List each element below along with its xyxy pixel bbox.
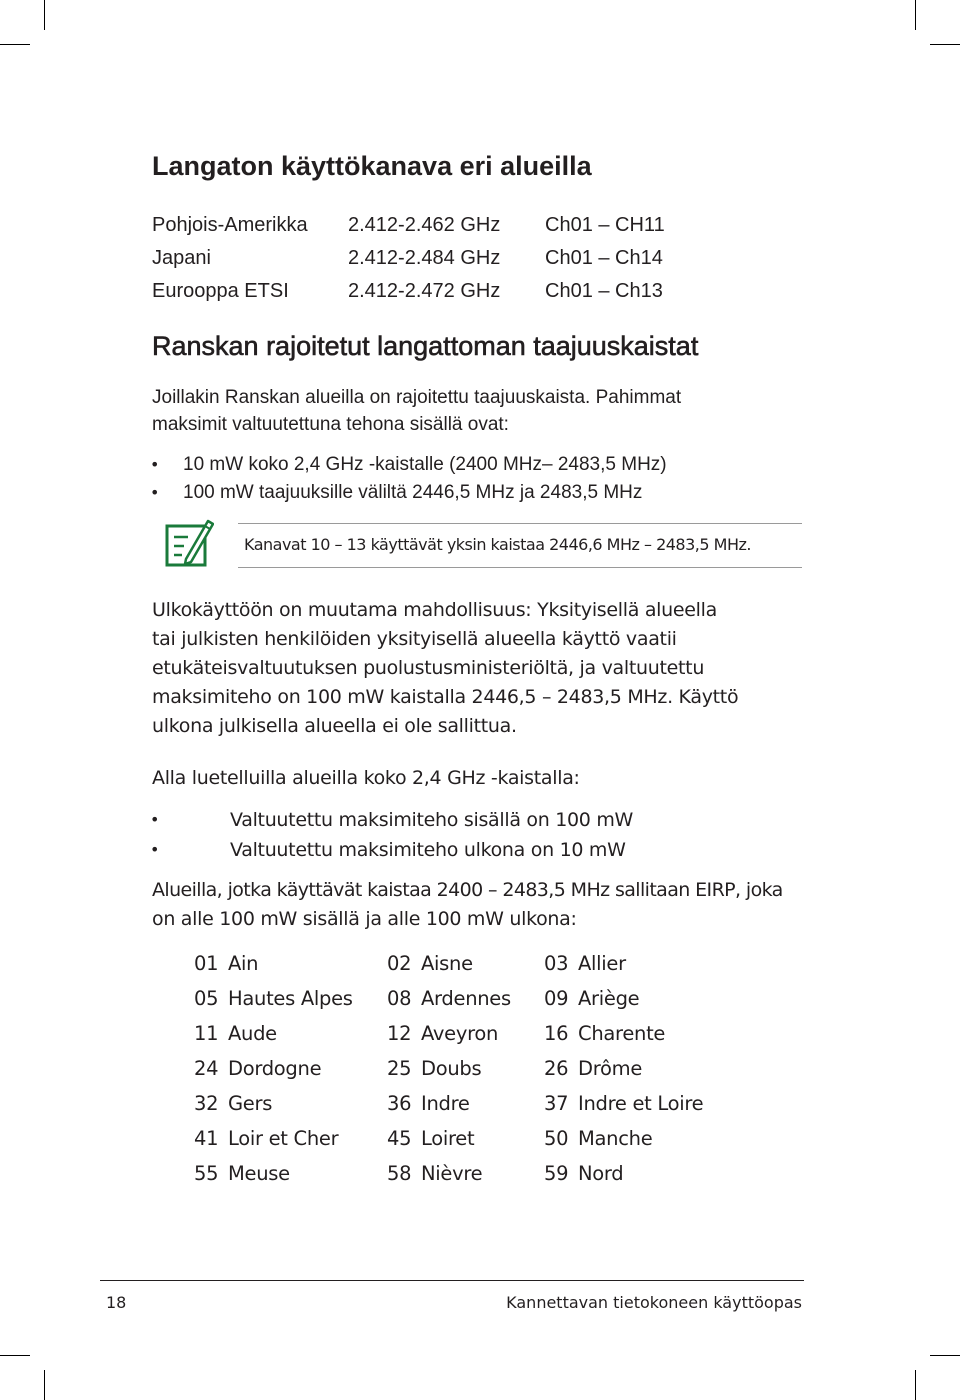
paragraph-line: ulkona julkisella alueella ei ole sallittua. xyxy=(152,715,517,737)
department-row xyxy=(194,946,754,981)
paragraph-line: tai julkisten henkilöiden yksityisellä alueella käyttö vaatii xyxy=(152,628,677,650)
department-name: Nièvre xyxy=(421,1162,483,1185)
note-text: Kanavat 10 – 13 käyttävät yksin kaistaa 2446,6 MHz – 2483,5 MHz. xyxy=(244,535,751,554)
department-number: 05 xyxy=(194,987,219,1010)
band-frequency: 2.412-2.484 GHz xyxy=(348,247,501,269)
crop-mark xyxy=(0,44,30,45)
department-name: Meuse xyxy=(228,1162,290,1185)
crop-mark xyxy=(915,1370,916,1400)
paragraph-line: Alueilla, jotka käyttävät kaistaa 2400 – 2483,5 MHz sallitaan EIRP, joka xyxy=(152,879,783,901)
department-name: Nord xyxy=(578,1162,624,1185)
band-channels: Ch01 – Ch13 xyxy=(545,280,663,302)
department-number: 09 xyxy=(544,987,569,1010)
department-number: 16 xyxy=(544,1022,569,1045)
bullet-text: 10 mW koko 2,4 GHz -kaistalle (2400 MHz– 2483,5 MHz) xyxy=(183,454,667,475)
department-number: 45 xyxy=(387,1127,412,1150)
department-number: 03 xyxy=(544,952,569,975)
department-name: Ain xyxy=(228,952,259,975)
department-number: 41 xyxy=(194,1127,219,1150)
note-rule-top xyxy=(238,523,802,524)
bullet-icon: • xyxy=(150,483,160,502)
department-name: Charente xyxy=(578,1022,666,1045)
department-number: 08 xyxy=(387,987,412,1010)
listed-intro: Alla luetelluilla alueilla koko 2,4 GHz -kaistalla: xyxy=(152,767,580,789)
section-heading-channels: Langaton käyttökanava eri alueilla xyxy=(152,151,592,181)
band-channels: Ch01 – CH11 xyxy=(545,214,665,236)
department-name: Indre xyxy=(421,1092,470,1115)
band-region: Japani xyxy=(152,247,211,269)
paragraph-line: maksimiteho on 100 mW kaistalla 2446,5 – 2483,5 MHz. Käyttö xyxy=(152,686,739,708)
department-name: Loiret xyxy=(421,1127,475,1150)
note-pencil-icon xyxy=(164,515,214,569)
department-name: Ardennes xyxy=(421,987,511,1010)
department-number: 24 xyxy=(194,1057,219,1080)
department-number: 50 xyxy=(544,1127,569,1150)
department-name: Dordogne xyxy=(228,1057,322,1080)
bullet-icon: • xyxy=(150,840,160,859)
band-frequency: 2.412-2.462 GHz xyxy=(348,214,501,236)
department-name: Allier xyxy=(578,952,626,975)
band-channels: Ch01 – Ch14 xyxy=(545,247,663,269)
department-number: 55 xyxy=(194,1162,219,1185)
department-number: 36 xyxy=(387,1092,412,1115)
department-name: Ariège xyxy=(578,987,640,1010)
crop-mark xyxy=(930,44,960,45)
department-name: Aveyron xyxy=(421,1022,499,1045)
crop-mark xyxy=(44,0,45,30)
department-name: Aisne xyxy=(421,952,473,975)
intro-line: maksimit valtuutettuna tehona sisällä ovat: xyxy=(152,414,509,435)
department-name: Indre et Loire xyxy=(578,1092,704,1115)
crop-mark xyxy=(915,0,916,30)
paragraph-line: on alle 100 mW sisällä ja alle 100 mW ulkona: xyxy=(152,908,577,930)
band-region: Pohjois-Amerikka xyxy=(152,214,308,236)
bullet-icon: • xyxy=(150,810,160,829)
bullet-text: Valtuutettu maksimiteho sisällä on 100 mW xyxy=(230,809,634,831)
paragraph-line: Ulkokäyttöön on muutama mahdollisuus: Yksityisellä alueella xyxy=(152,599,717,621)
note-rule-bottom xyxy=(238,567,802,568)
crop-mark xyxy=(0,1355,30,1356)
bullet-text: 100 mW taajuuksille väliltä 2446,5 MHz ja 2483,5 MHz xyxy=(183,482,643,503)
band-row xyxy=(152,276,712,306)
department-number: 26 xyxy=(544,1057,569,1080)
band-row xyxy=(152,210,712,240)
band-region: Eurooppa ETSI xyxy=(152,280,289,302)
department-name: Aude xyxy=(228,1022,277,1045)
department-row xyxy=(194,1156,754,1191)
department-number: 01 xyxy=(194,952,219,975)
department-table xyxy=(194,946,754,1191)
intro-line: Joillakin Ranskan alueilla on rajoitettu taajuuskaista. Pahimmat xyxy=(152,387,682,408)
department-name: Gers xyxy=(228,1092,273,1115)
footer-rule xyxy=(100,1280,804,1281)
section-heading-france: Ranskan rajoitetut langattoman taajuuskaistat xyxy=(152,331,699,361)
bullet-icon: • xyxy=(150,455,160,474)
crop-mark xyxy=(44,1370,45,1400)
department-name: Doubs xyxy=(421,1057,482,1080)
band-row xyxy=(152,243,712,273)
department-number: 02 xyxy=(387,952,412,975)
footer-title: Kannettavan tietokoneen käyttöopas xyxy=(506,1293,802,1312)
department-number: 37 xyxy=(544,1092,569,1115)
department-number: 58 xyxy=(387,1162,412,1185)
department-row xyxy=(194,1121,754,1156)
department-row xyxy=(194,981,754,1016)
department-name: Drôme xyxy=(578,1057,643,1080)
department-name: Hautes Alpes xyxy=(228,987,353,1010)
bullet-text: Valtuutettu maksimiteho ulkona on 10 mW xyxy=(230,839,626,861)
department-number: 11 xyxy=(194,1022,219,1045)
department-row xyxy=(194,1016,754,1051)
department-name: Loir et Cher xyxy=(228,1127,339,1150)
page-number: 18 xyxy=(106,1293,127,1312)
crop-mark xyxy=(930,1355,960,1356)
department-name: Manche xyxy=(578,1127,653,1150)
department-row xyxy=(194,1051,754,1086)
department-number: 32 xyxy=(194,1092,219,1115)
department-number: 59 xyxy=(544,1162,569,1185)
band-frequency: 2.412-2.472 GHz xyxy=(348,280,501,302)
department-number: 12 xyxy=(387,1022,412,1045)
department-number: 25 xyxy=(387,1057,412,1080)
department-row xyxy=(194,1086,754,1121)
paragraph-line: etukäteisvaltuutuksen puolustusministeriöltä, ja valtuutettu xyxy=(152,657,705,679)
